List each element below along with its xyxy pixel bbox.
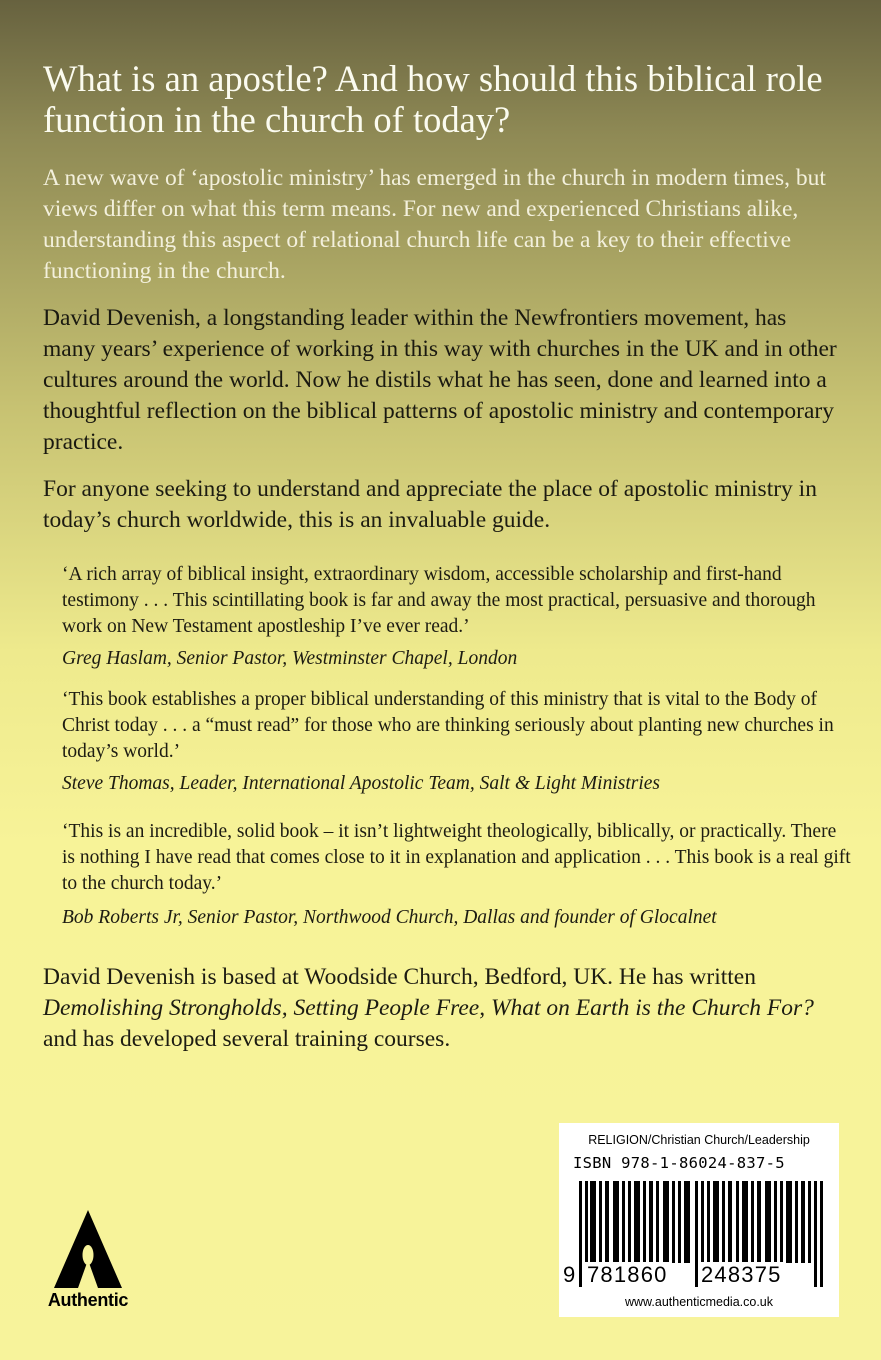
barcode-panel	[559, 1123, 839, 1317]
publisher-name: Authentic	[47, 1290, 129, 1310]
author-bio	[43, 962, 843, 1055]
endorsement-attribution-1: Greg Haslam, Senior Pastor, Westminster Chapel, London	[62, 648, 518, 669]
ean-left-group: 781860	[587, 1262, 668, 1287]
bisac-category: RELIGION/Christian Church/Leadership	[588, 1133, 810, 1147]
endorsement-attribution-3: Bob Roberts Jr, Senior Pastor, Northwood Church, Dallas and founder of Glocalnet	[62, 907, 717, 928]
ean-first-digit: 9	[563, 1262, 577, 1287]
headline: What is an apostle? And how should this biblical role function in the church of today?	[43, 58, 823, 140]
ean-right-group: 248375	[701, 1262, 782, 1287]
endorsement-attribution-2: Steve Thomas, Leader, International Apostolic Team, Salt & Light Ministries	[62, 773, 661, 794]
publisher-website[interactable]: www.authenticmedia.co.uk	[625, 1295, 773, 1309]
endorsement-quote-3: ‘This is an incredible, solid book – it isn’t lightweight theologically, biblically, or practically. There is nothing I have read that comes close to it in explanation and application . . . This book is a real gift to the church today.’	[62, 821, 851, 894]
isbn-label: ISBN 978-1-86024-837-5	[573, 1154, 785, 1172]
endorsement-quote-1: ‘A rich array of biblical insight, extraordinary wisdom, accessible scholarship and first-hand testimony . . . This scintillating book is far and away the most practical, persuasive and thorough work on New Testament apostleship I’ve ever read.’	[62, 564, 816, 637]
publisher-logo	[38, 1208, 138, 1320]
endorsement-quote-2: ‘This book establishes a proper biblical understanding of this ministry that is vital to the Body of Christ today . . . a “must read” for those who are thinking seriously about planting new churches in today’s world.’	[62, 689, 834, 762]
author-bio-titles: Demolishing Strongholds, Setting People Free, What on Earth is the Church For?	[43, 995, 814, 1021]
description-paragraph-3: For anyone seeking to understand and appreciate the place of apostolic ministry in today’s church worldwide, this is an invaluable guide.	[43, 476, 817, 533]
author-bio-intro: David Devenish is based at Woodside Church, Bedford, UK. He has written	[43, 964, 756, 990]
authentic-a-icon	[38, 1208, 138, 1290]
description-paragraph-2: David Devenish, a longstanding leader within the Newfrontiers movement, has many years’ experience of working in this way with churches in the UK and in other cultures around the world. Now he distils what he has seen, done and learned into a thoughtful reflection on the biblical patterns of apostolic ministry and contemporary practice.	[43, 305, 837, 455]
author-bio-outro: and has developed several training courses.	[43, 1026, 451, 1052]
description-paragraph-1: A new wave of ‘apostolic ministry’ has emerged in the church in modern times, but views differ on what this term means. For new and experienced Christians alike, understanding this aspect of relational church life can be a key to their effective functioning in the church.	[43, 165, 826, 284]
